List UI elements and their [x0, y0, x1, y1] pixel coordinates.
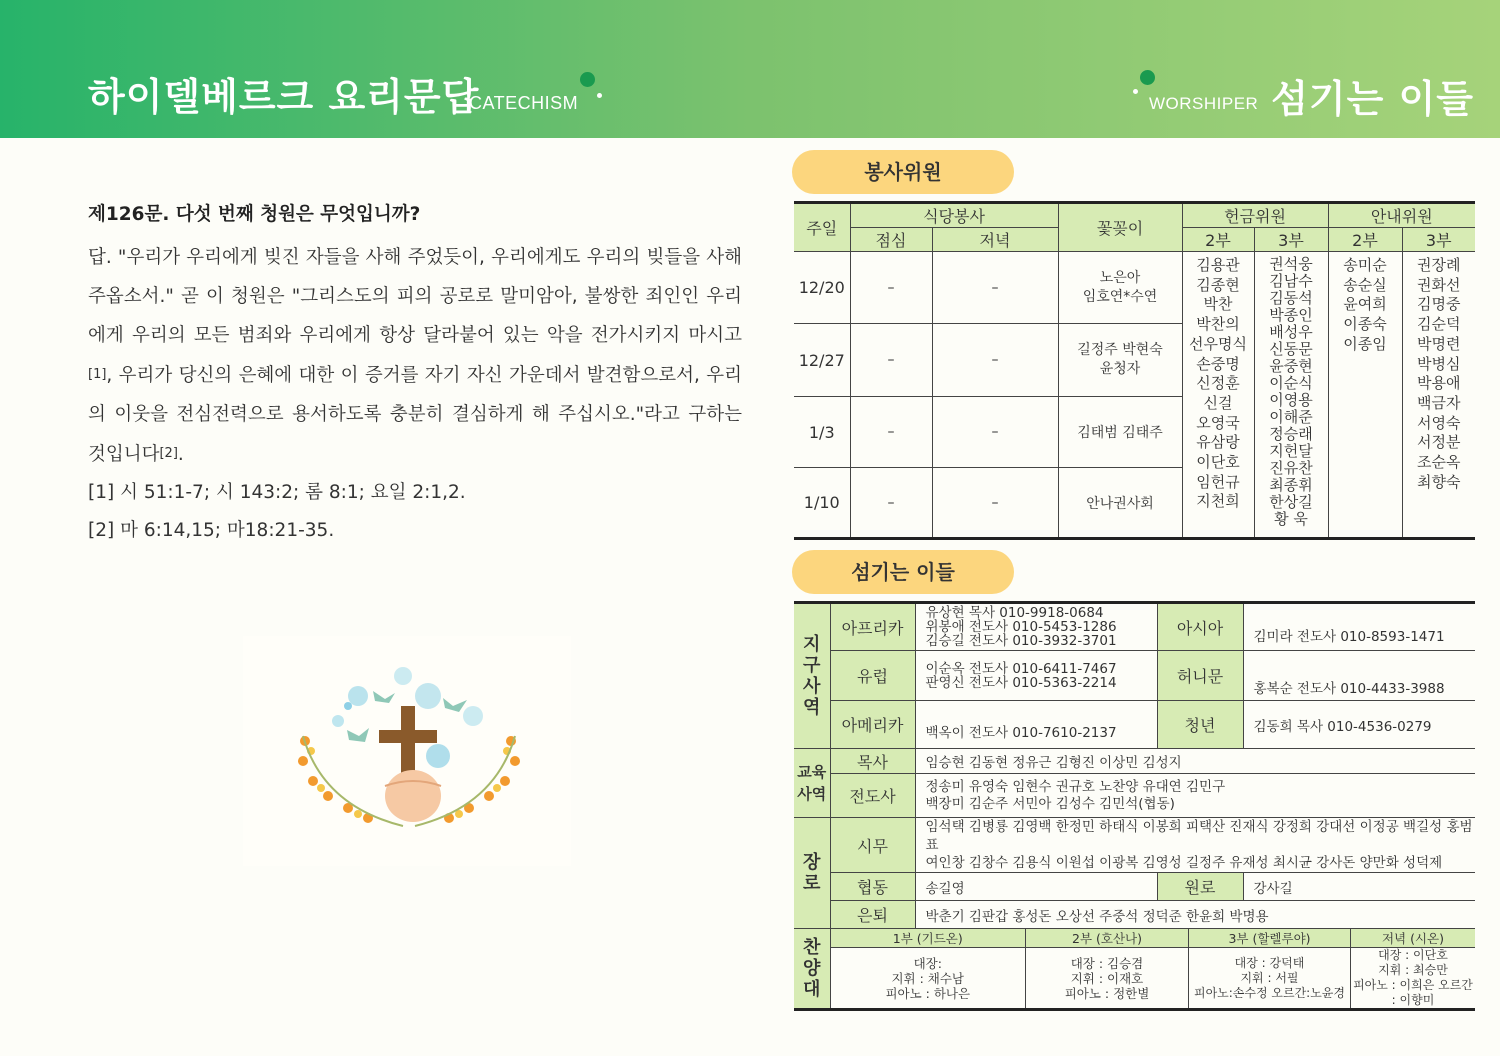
decor-small-dot-icon [597, 93, 602, 98]
footnote-1: [1] [88, 367, 107, 382]
choir-group-members: 대장 : 김승겸 지휘 : 이재호 피아노 : 정한별 [1026, 948, 1189, 1009]
row-dinner: – [932, 468, 1058, 539]
catechism-answer [88, 238, 742, 474]
evangelist-label: 전도사 [830, 774, 915, 818]
row-dinner: – [932, 324, 1058, 397]
europe-value: 이순옥 전도사 010-6411-7467 판영신 전도사 010-5363-2214 [915, 651, 1157, 701]
servants-table [794, 601, 1475, 1011]
header-offering: 헌금위원 [1182, 203, 1328, 228]
header-guide-2: 2부 [1328, 228, 1402, 252]
answer-text: . [177, 444, 184, 465]
asia-label: 아시아 [1157, 603, 1243, 651]
choir-table [831, 929, 1476, 1008]
service-committee-pill: 봉사위원 [792, 150, 1014, 194]
asia-value: 김미라 전도사 010-8593-1471 [1243, 603, 1475, 651]
cross-illustration [243, 636, 571, 866]
header-guide-3: 3부 [1402, 228, 1475, 252]
reference-2: [2] 마 6:14,15; 마18:21-35. [88, 520, 335, 541]
header-lunch: 점심 [850, 228, 932, 252]
elders-label: 장로 [794, 818, 830, 929]
row-date: 12/27 [794, 324, 850, 397]
header-banner [0, 0, 1500, 138]
senior-elders-label: 원로 [1157, 873, 1243, 901]
pastor-value: 임승현 김동현 정유근 김형진 이상민 김성지 [915, 749, 1475, 774]
header-flowers: 꽃꽂이 [1058, 203, 1182, 252]
row-flowers: 안나권사회 [1058, 468, 1182, 539]
honeymoon-label: 허니문 [1157, 651, 1243, 701]
header-offering-3: 3부 [1254, 228, 1328, 252]
row-flowers: 길정주 박현숙 윤청자 [1058, 324, 1182, 397]
decor-dot-icon [1140, 70, 1155, 85]
header-meal: 식당봉사 [850, 203, 1058, 228]
row-lunch: – [850, 324, 932, 397]
answer-text: 답. "우리가 우리에게 빚진 자들을 사해 주었듯이, 우리에게도 우리의 빚들을 사해 주옵소서." 곧 이 청원은 "그리스도의 피의 공로로 말미암아, 불쌍한 죄인인 우리에게 우리의 모든 범죄와 우리에게 항상 달라붙어 있는 악을 전가시키지 마시고 [88, 247, 742, 346]
america-label: 아메리카 [830, 701, 915, 749]
africa-label: 아프리카 [830, 603, 915, 651]
senior-elders-value: 강사길 [1243, 873, 1475, 901]
choir-group-name: 1부 (기드온) [831, 929, 1026, 948]
row-lunch: – [850, 252, 932, 324]
row-date: 1/10 [794, 468, 850, 539]
pastor-label: 목사 [830, 749, 915, 774]
catechism-subtitle: CATECHISM [469, 93, 579, 113]
choir-label: 찬양대 [794, 929, 830, 1010]
active-elders-value: 임석택 김병룡 김영백 한정민 하태식 이봉희 피택산 진재식 강정희 강대선 이정공 백길성 홍범표 여인창 김창수 김용식 이원섭 이광복 김영성 길정주 유재성 최시균 강사돈 양만화 성덕제 [915, 818, 1475, 873]
header-week: 주일 [794, 203, 850, 252]
decor-small-dot-icon [1133, 89, 1138, 94]
guide-2-names: 송미순 송순실 윤여희 이종숙 이종임 [1328, 252, 1402, 539]
africa-value: 유상현 목사 010-9918-0684 위봉애 전도사 010-5453-1286 김승길 전도사 010-3932-3701 [915, 603, 1157, 651]
honeymoon-value: 홍복순 전도사 010-4433-3988 [1243, 651, 1475, 701]
region-ministry-label: 지구사역 [794, 603, 830, 749]
header-guide: 안내위원 [1328, 203, 1475, 228]
servants-pill: 섬기는 이들 [792, 550, 1014, 594]
evangelist-value: 정송미 유영숙 임현수 권규호 노찬양 유대연 김민구 백장미 김순주 서민아 김성수 김민석(협동) [915, 774, 1475, 818]
offering-2-names: 김용관 김종현 박찬 박찬의 선우명식 손중명 신정훈 신걸 오영국 유삼랑 이단호 임헌규 지천희 [1182, 252, 1254, 539]
choir-group-name: 2부 (호산나) [1026, 929, 1189, 948]
choir-group-name: 3부 (할렐루야) [1189, 929, 1351, 948]
row-flowers: 노은아 임호연*수연 [1058, 252, 1182, 324]
service-committee-table [794, 201, 1475, 540]
footnote-2: [2] [159, 446, 178, 461]
coop-elders-label: 협동 [830, 873, 915, 901]
youth-label: 청년 [1157, 701, 1243, 749]
header-offering-2: 2부 [1182, 228, 1254, 252]
catechism-section [88, 200, 742, 550]
row-flowers: 김태범 김태주 [1058, 397, 1182, 468]
catechism-title: 하이델베르크 요리문답 [88, 75, 480, 119]
america-value: 백옥이 전도사 010-7610-2137 [915, 701, 1157, 749]
row-date: 1/3 [794, 397, 850, 468]
guide-3-names: 권장례 권화선 김명중 김순덕 박명련 박병심 박용애 백금자 서영숙 서정분 조순옥 최향숙 [1402, 252, 1475, 539]
reference-1: [1] 시 51:1-7; 시 143:2; 롬 8:1; 요일 2:1,2. [88, 482, 466, 503]
retired-elders-value: 박춘기 김판갑 홍성돈 오상선 주중석 정덕준 한윤희 박명용 [915, 901, 1475, 929]
retired-elders-label: 은퇴 [830, 901, 915, 929]
choir-group-members: 대장: 지휘 : 채수남 피아노 : 하나은 [831, 948, 1026, 1009]
header-dinner: 저녁 [932, 228, 1058, 252]
youth-value: 김동희 목사 010-4536-0279 [1243, 701, 1475, 749]
offering-3-names: 권석웅 김남수 김동석 박종인 배성우 신동문 윤중현 이순식 이영용 이해준 정승래 지헌달 진유찬 최종휘 한상길 황 욱 [1254, 252, 1328, 539]
row-lunch: – [850, 468, 932, 539]
education-ministry-label: 교육사역 [794, 749, 830, 818]
active-elders-label: 시무 [830, 818, 915, 873]
row-date: 12/20 [794, 252, 850, 324]
choir-cell [830, 929, 1475, 1010]
europe-label: 유럽 [830, 651, 915, 701]
catechism-question: 제126문. 다섯 번째 청원은 무엇입니까? [88, 204, 421, 225]
choir-group-members: 대장 : 강덕태 지휘 : 서필 피아노:손수정 오르간:노윤경 [1189, 948, 1351, 1009]
row-dinner: – [932, 252, 1058, 324]
worshiper-subtitle: WORSHIPER [1149, 94, 1259, 113]
row-dinner: – [932, 397, 1058, 468]
choir-group-name: 저녁 (시온) [1351, 929, 1476, 948]
coop-elders-value: 송길영 [915, 873, 1157, 901]
cross-doves-hands-icon [243, 636, 571, 866]
worshiper-title: 섬기는 이들 [1271, 77, 1474, 121]
choir-group-members: 대장 : 이단호 지휘 : 최승만 피아노 : 이희은 오르간 : 이향미 [1351, 948, 1476, 1009]
answer-text: , 우리가 당신의 은혜에 대한 이 증거를 자기 자신 가운데서 발견함으로서, 우리의 이웃을 전심전력으로 용서하도록 충분히 결심하게 해 주십시오."라고 구하는 것입니다 [88, 365, 742, 465]
decor-dot-icon [580, 72, 595, 87]
row-lunch: – [850, 397, 932, 468]
